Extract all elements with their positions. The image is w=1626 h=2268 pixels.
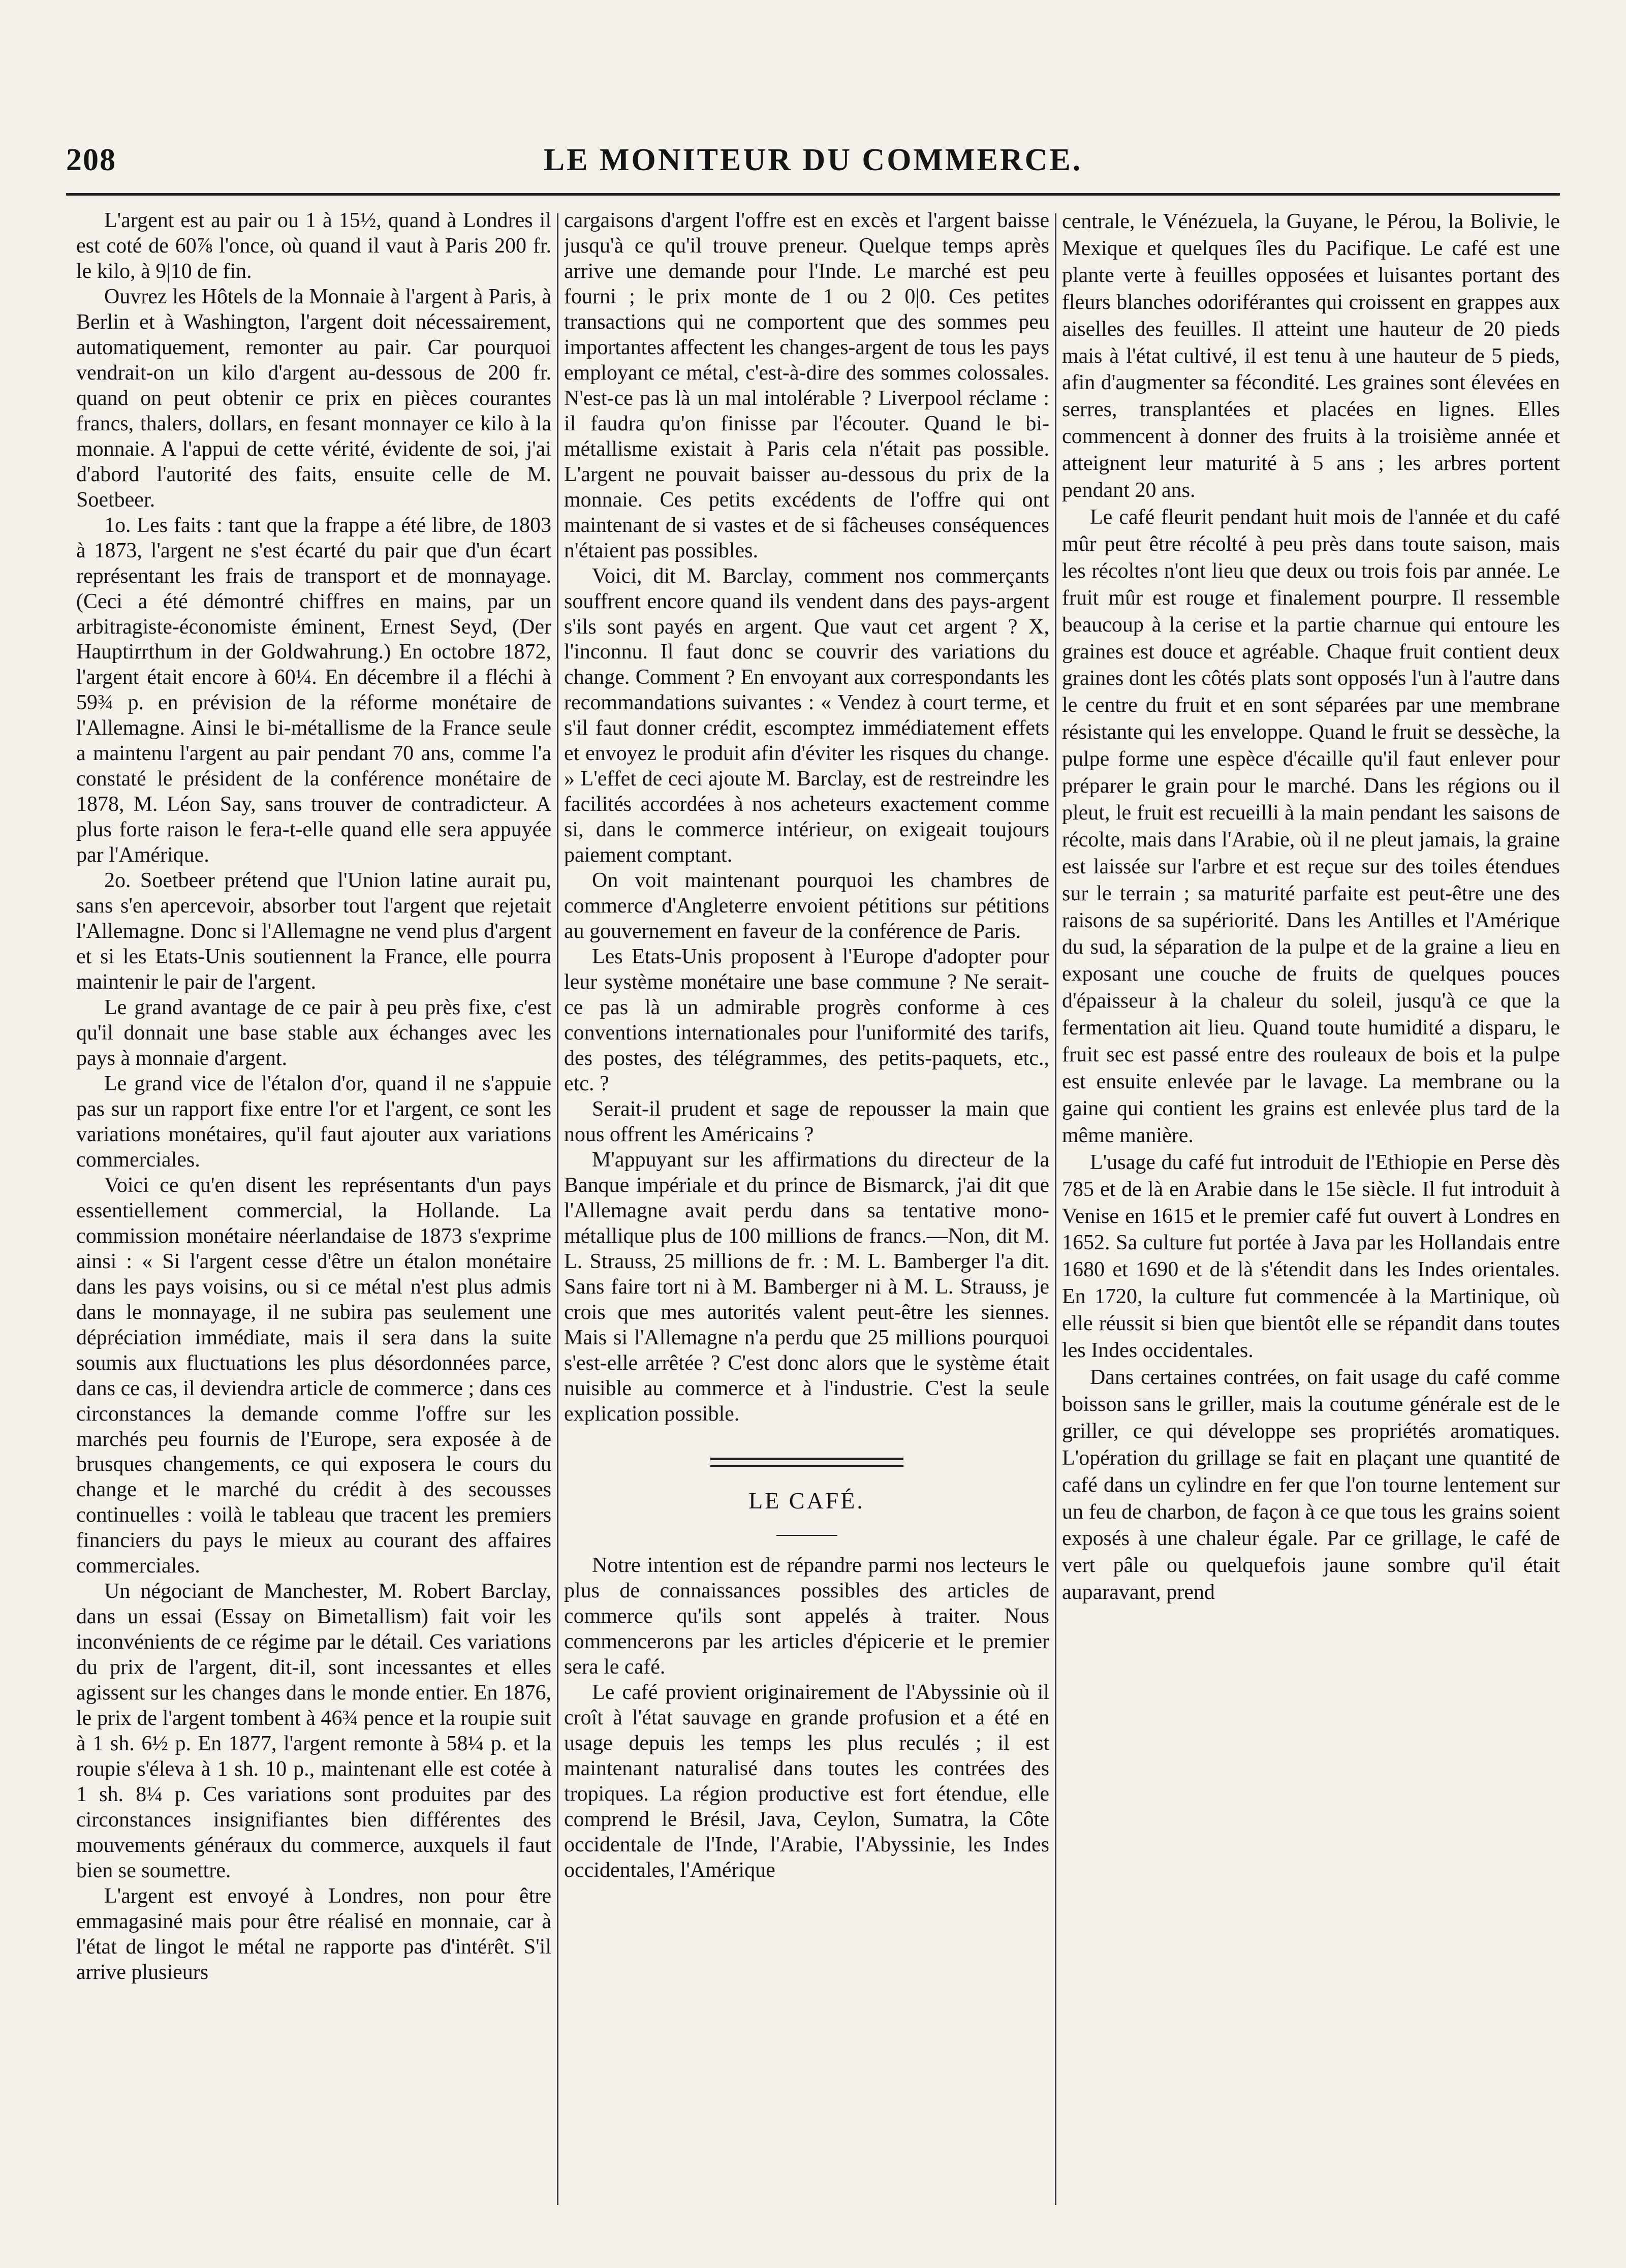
column-left [76,208,551,2210]
paragraph: Le café fleurit pendant huit mois de l'année et du café mûr peut être récolté à peu près dans toute saison, mais les récoltes n'ont lieu que deux ou trois fois par année. Le fruit mûr est rouge et finalement pourpre. Il ressemble beaucoup à la cerise et la partie charnue qui entoure les graines est douce et agréable. Chaque fruit contient deux graines dont les côtés plats sont opposés l'un à l'autre dans le centre du fruit et en sont séparées par une membrane résistante qui les enveloppe. Quand le fruit se dessèche, la pulpe forme une espèce d'écaille qu'il faut enlever pour préparer le grain pour le marché. Dans les régions ou il pleut, le fruit est recueilli à la main pendant les saisons de récolte, mais dans l'Arabie, où il ne pleut jamais, la graine est laissée sur l'arbre et est reçue sur des toiles étendues sur le terrain ; sa maturité parfaite est peut-être une des raisons de sa supériorité. Dans les Antilles et l'Amérique du sud, la séparation de la pulpe et de la graine a lieu en exposant une couche de fruits de quelques pouces d'épaisseur à la chaleur du soleil, jusqu'à ce que la fermentation ait lieu. Quand toute humidité a disparu, le fruit sec est passé entre des rouleaux de bois et la pulpe est ensuite enlevée par le lavage. La membrane ou la gaine qui contient les grains est enlevée plus tard de la même manière. [1062,505,1560,1147]
page-header [66,137,1560,196]
paragraph: Voici, dit M. Barclay, comment nos commerçants souffrent encore quand ils vendent dans des pays-argent s'ils sont payés en argent. Que vaut cet argent ? X, l'inconnu. Il faut donc se couvrir des variations du change. Comment ? En envoyant aux correspondants les recommandations suivantes : « Vendez à court terme, et s'il faut donner crédit, escomptez immédiatement effets et envoyez le produit afin d'éviter les risques du change. » L'effet de ceci ajoute M. Barclay, est de restreindre les facilités accordées à nos acheteurs exactement comme si, dans le commerce intérieur, on exigeait toujours paiement comptant. [564,564,1049,867]
paragraph-continued: cargaisons d'argent l'offre est en excès et l'argent baisse jusqu'à ce qu'il trouve preneur. Quelque temps après arrive une demande pour l'Inde. Le marché est peu fourni ; le prix monte de 1 ou 2 0|0. Ces petites transactions qui ne comportent que des sommes peu importantes affectent les changes-argent de tous les pays employant ce métal, c'est-à-dire des sommes colossales. N'est-ce pas là un mal intolérable ? Liverpool réclame : il faudra qu'on finisse par l'écouter. Quand le bi-métallisme existait à Paris cela n'était pas possible. L'argent ne pouvait baisser au-dessous du prix de la monnaie. Ces petits excédents de l'offre qui ont maintenant de si vastes et de si fâcheuses conséquences n'étaient pas possibles. [564,209,1049,562]
paragraph: L'argent est au pair ou 1 à 15½, quand à Londres il est coté de 60⅞ l'once, où quand il vaut à Paris 200 fr. le kilo, à 9|10 de fin. [76,209,551,283]
page-number: 208 [66,143,116,177]
section-title: LE CAFÉ. [748,1487,865,1514]
paragraph: Le café provient originairement de l'Abyssinie où il croît à l'état sauvage en grande profusion et a été en usage depuis les temps les plus reculés ; il est maintenant naturalisé dans toutes les contrées des tropiques. La région productive est fort étendue, elle comprend le Brésil, Java, Ceylon, Sumatra, la Côte occidentale de l'Inde, l'Arabie, l'Abyssinie, les Indes occidentales, l'Amérique [564,1681,1049,1882]
double-rule [710,1458,903,1467]
paragraph: Un négociant de Manchester, M. Robert Barclay, dans un essai (Essay on Bimetallism) fait voir les inconvénients de ce régime par le détail. Ces variations du prix de l'argent, dit-il, sont incessantes et elles agissent sur les changes dans le monde entier. En 1876, le prix de l'argent tombent à 46¾ pence et la roupie suit à 1 sh. 6½ p. En 1877, l'argent remonte à 58¼ p. et la roupie s'éleva à 1 sh. 10 p., maintenant elle est cotée à 1 sh. 8¼ p. Ces variations sont produites par des circonstances insignifiantes bien différentes des mouvements généraux du commerce, auxquels il faut bien se soumettre. [76,1580,551,1882]
paragraph: On voit maintenant pourquoi les chambres de commerce d'Angleterre envoient pétitions sur pétitions au gouvernement en faveur de la conférence de Paris. [564,869,1049,943]
column-middle [564,208,1049,2210]
section-separator [564,1458,1049,1467]
paragraph: Les Etats-Unis proposent à l'Europe d'adopter pour leur système monétaire une base commune ? Ne serait-ce pas là un admirable progrès conforme à ces conventions internationales pour l'uniformité des tarifs, des postes, des télégrammes, des petits-paquets, etc., etc. ? [564,945,1049,1095]
paragraph: 1o. Les faits : tant que la frappe a été libre, de 1803 à 1873, l'argent ne s'est écarté du pair que d'un écart représentant les frais de transport et de monnayage. (Ceci a été démontré chiffres en mains, par un arbitragiste-économiste éminent, Ernest Seyd, (Der Hauptirrthum in der Goldwahrung.) En octobre 1872, l'argent était encore à 60¼. En décembre il a fléchi à 59¾ p. en prévision de la réforme monétaire de l'Allemagne. Ainsi le bi-métallisme de la France seule a maintenu l'argent au pair pendant 70 ans, comme l'a constaté le président de la conférence monétaire de 1878, M. Léon Say, sans trouver de contradicteur. A plus forte raison le fera-t-elle quand elle sera appuyée par l'Amérique. [76,513,551,867]
paragraph: M'appuyant sur les affirmations du directeur de la Banque impériale et du prince de Bismarck, j'ai dit que l'Allemagne avait perdu dans sa tentative mono-métallique plus de 100 millions de francs.—Non, dit M. L. Strauss, 25 millions de fr. : M. L. Bamberger l'a dit. Sans faire tort ni à M. Bamberger ni à M. L. Strauss, je crois que mes autorités valent peut-être les siennes. Mais si l'Allemagne n'a perdu que 25 millions pourquoi s'est-elle arrêtée ? C'est donc alors que le système était nuisible au commerce et à l'industrie. C'est la seule explication possible. [564,1148,1049,1426]
paragraph: L'argent est envoyé à Londres, non pour être emmagasiné mais pour être réalisé en monnaie, car à l'état de lingot le métal ne rapporte pas d'intérêt. S'il arrive plusieurs [76,1884,551,1984]
paragraph: L'usage du café fut introduit de l'Ethiopie en Perse dès 785 et de là en Arabie dans le 15e siècle. Il fut introduit à Venise en 1615 et le premier café fut ouvert à Londres en 1652. Sa culture fut portée à Java par les Hollandais entre 1680 et 1690 et de là s'étendit dans les Indes orientales. En 1720, la culture fut commencée à la Martinique, où elle réussit si bien que bientôt elle se répandit dans toutes les Indes occidentales. [1062,1150,1560,1363]
paragraph: Voici ce qu'en disent les représentants d'un pays essentiellement commercial, la Hollande. La commission monétaire néerlandaise de 1873 s'exprime ainsi : « Si l'argent cesse d'être un étalon monétaire dans les pays voisins, ou si ce métal n'est plus admis dans le monnayage, il ne subira pas seulement une dépréciation immédiate, mais il sera dans la suite soumis aux fluctuations les plus désordonnées parce, dans ce cas, il deviendra article de commerce ; dans ces circonstances la demande comme l'offre sur les marchés peu fournis de l'Europe, sera exposée à de brusques changements, ce qui exposera le cours du change et le marché du crédit à des secousses continuelles : voilà le tableau que tracent les premiers financiers du pays le mieux au courant des affaires commerciales. [76,1173,551,1578]
column-divider [1055,213,1056,2205]
paragraph: Notre intention est de répandre parmi nos lecteurs le plus de connaissances possibles des articles de commerce qu'ils sont appelés à traiter. Nous commencerons par les articles d'épicerie et le premier sera le café. [564,1554,1049,1679]
masthead-title: LE MONITEUR DU COMMERCE. [543,143,1083,177]
paragraph: Le grand vice de l'étalon d'or, quand il ne s'appuie pas sur un rapport fixe entre l'or et l'argent, ce sont les variations monétaires, qu'il faut ajouter aux variations commerciales. [76,1072,551,1172]
title-underline [776,1535,837,1536]
paragraph: Dans certaines contrées, on fait usage du café comme boisson sans le griller, mais la coutume générale est de le griller, ce qui développe ses propriétés aromatiques. L'opération du grillage se fait en plaçant une quantité de café dans un cylindre en fer que l'on tourne lentement sur un feu de charbon, de façon à ce que tous les grains soient exposés à une chaleur égale. Par ce grillage, le café de vert pâle ou quelquefois jaune sombre qu'il était auparavant, prend [1062,1365,1560,1604]
paragraph: Serait-il prudent et sage de repousser la main que nous offrent les Américains ? [564,1097,1049,1146]
paragraph-continued: centrale, le Vénézuela, la Guyane, le Pérou, la Bolivie, le Mexique et quelques îles du Pacifique. Le café est une plante verte à feuilles opposées et luisantes portant des fleurs blanches odoriférantes qui croissent en grappes aux aiselles des feuilles. Il atteint une hauteur de 20 pieds mais à l'état cultivé, il est tenu à une hauteur de 5 pieds, afin d'augmenter sa fécondité. Les graines sont élevées en serres, transplantées et placées en lignes. Elles commencent à donner des fruits à la troisième année et atteignent leur maturité à 5 ans ; les arbres portent pendant 20 ans. [1062,210,1560,502]
paragraph: Ouvrez les Hôtels de la Monnaie à l'argent à Paris, à Berlin et à Washington, l'argent doit nécessairement, automatiquement, remonter au pair. Car pourquoi vendrait-on un kilo d'argent au-dessous de 200 fr. quand on peut obtenir ce prix en pièces courantes francs, thalers, dollars, en fesant monnayer ce kilo à la monnaie. A l'appui de cette vérité, évidente de soi, j'ai d'abord l'autorité des faits, ensuite celle de M. Soetbeer. [76,285,551,512]
column-divider [557,213,558,2205]
paragraph: Le grand avantage de ce pair à peu près fixe, c'est qu'il donnait une base stable aux échanges avec les pays à monnaie d'argent. [76,996,551,1070]
column-right [1062,208,1560,2210]
paragraph: 2o. Soetbeer prétend que l'Union latine aurait pu, sans s'en apercevoir, absorber tout l'argent que rejetait l'Allemagne. Donc si l'Allemagne ne vend plus d'argent et si les Etats-Unis soutiennent la France, elle pourra maintenir le pair de l'argent. [76,869,551,994]
